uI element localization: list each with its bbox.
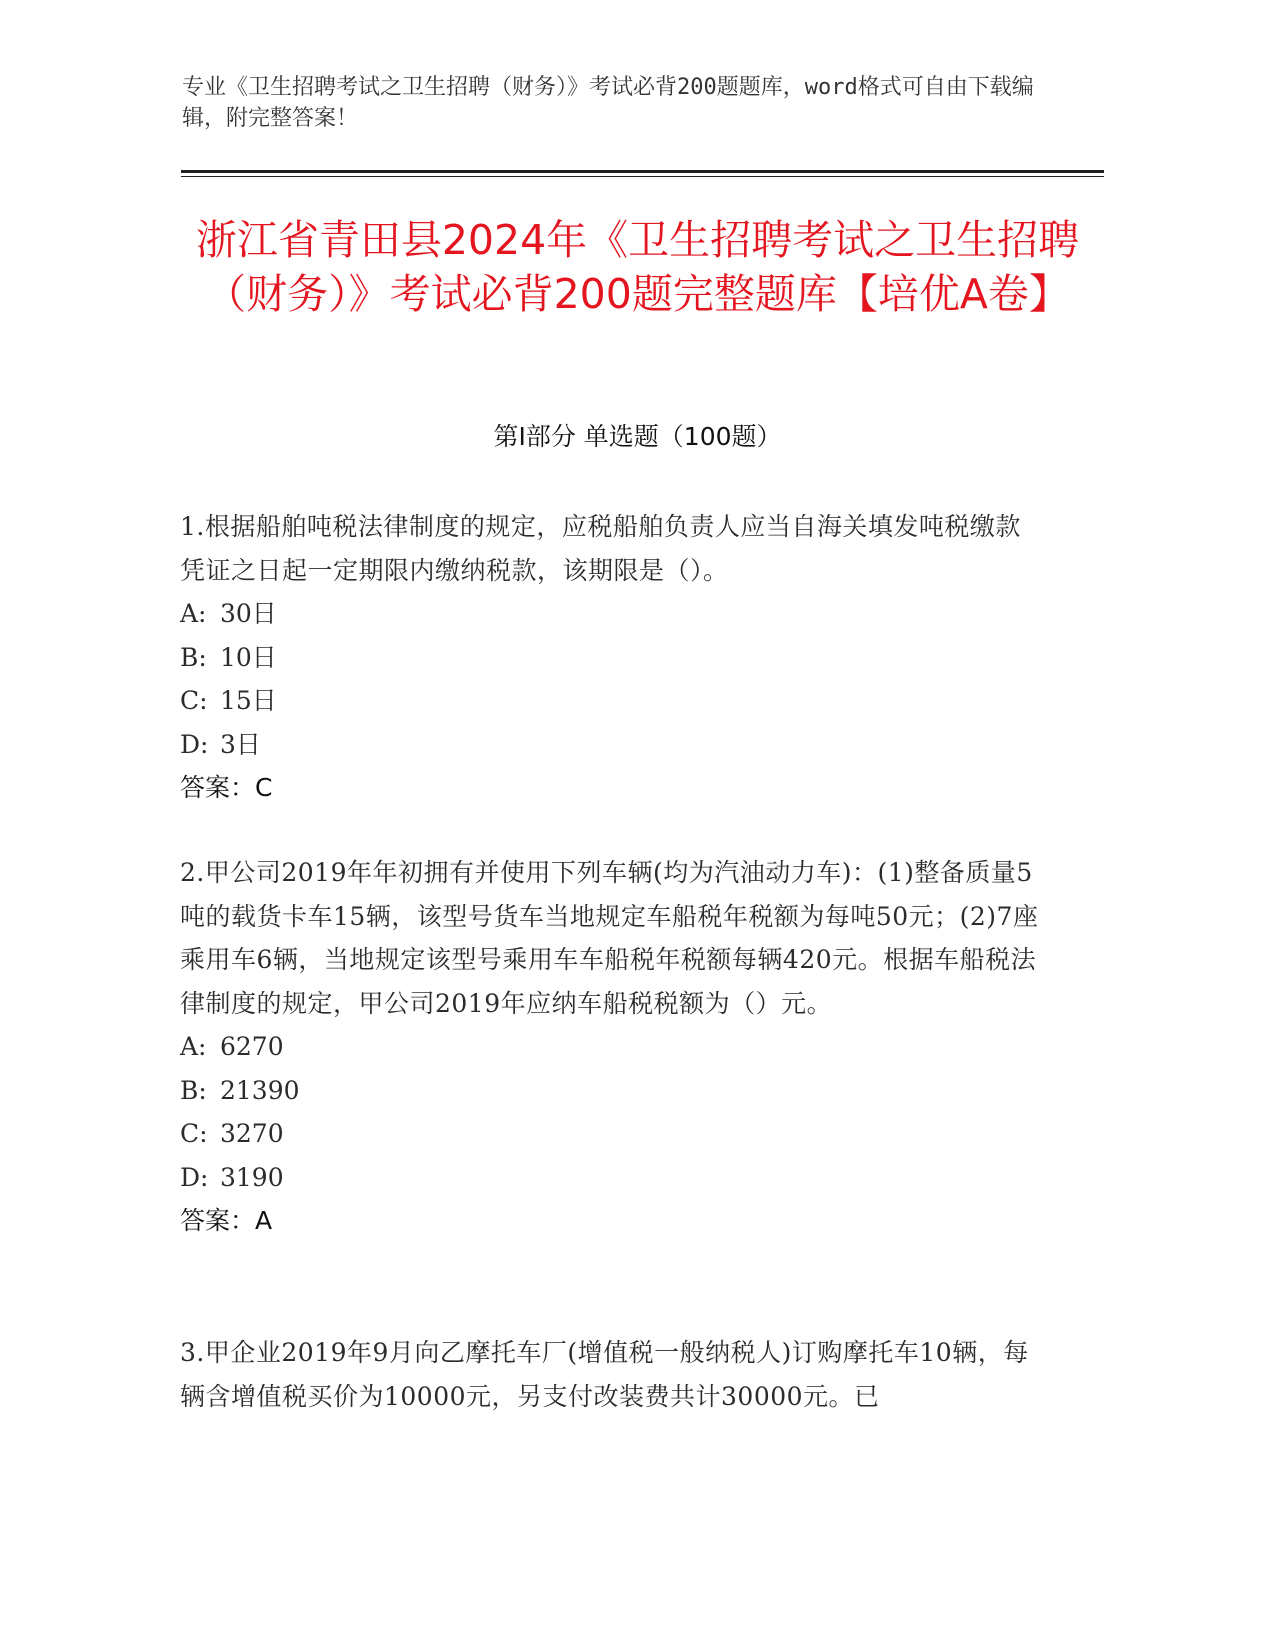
question-stem: 2.甲公司2019年年初拥有并使用下列车辆(均为汽油动力车)：(1)整备质量5吨的载货卡车15辆，该型号货车当地规定车船税年税额为每吨50元；(2)7座乘用车6辆，当地规定该型号乘用车车船税年税额每辆420元。根据车船税法律制度的规定，甲公司2019年应纳车船税税额为（）元。 xyxy=(180,858,1039,1018)
option-label: B: xyxy=(180,642,207,672)
option-text: 21390 xyxy=(220,1075,300,1105)
question-stem: 1.根据船舶吨税法律制度的规定，应税船舶负责人应当自海关填发吨税缴款凭证之日起一定期限内缴纳税款，该期限是（）。 xyxy=(180,512,1021,585)
option-label: C: xyxy=(180,686,208,715)
question-1 xyxy=(180,505,1040,810)
option-b xyxy=(180,1069,1040,1113)
section-heading: 第I部分 单选题（100题） xyxy=(493,422,782,451)
option-label: C: xyxy=(180,1119,208,1148)
option-d xyxy=(180,723,1040,767)
answer-line: 答案：C xyxy=(180,773,273,802)
option-c xyxy=(180,679,1040,723)
question-2 xyxy=(180,851,1040,1243)
option-label: A: xyxy=(180,1032,207,1061)
option-text: 3270 xyxy=(220,1119,284,1148)
option-label: D: xyxy=(180,1162,209,1192)
answer-line: 答案：A xyxy=(180,1206,273,1235)
question-stem: 3.甲企业2019年9月向乙摩托车厂(增值税一般纳税人)订购摩托车10辆，每辆含增值税买价为10000元，另支付改装费共计30000元。已 xyxy=(180,1338,1029,1411)
option-label: A: xyxy=(180,599,207,628)
option-a xyxy=(180,592,1040,636)
option-a xyxy=(180,1025,1040,1069)
option-label: B: xyxy=(180,1075,207,1105)
option-text: 10日 xyxy=(220,642,277,672)
option-d xyxy=(180,1156,1040,1200)
option-text: 3190 xyxy=(220,1162,284,1192)
question-3 xyxy=(180,1331,1040,1418)
header-rule-thin xyxy=(181,176,1104,177)
option-text: 30日 xyxy=(220,599,277,628)
option-text: 15日 xyxy=(220,686,277,715)
option-text: 6270 xyxy=(220,1032,284,1061)
header-note: 专业《卫生招聘考试之卫生招聘（财务）》考试必背200题题库，word格式可自由下载编辑，附完整答案！ xyxy=(182,75,1034,131)
option-label: D: xyxy=(180,729,209,759)
option-text: 3日 xyxy=(220,729,261,759)
option-b xyxy=(180,636,1040,680)
document-title: 浙江省青田县2024年《卫生招聘考试之卫生招聘（财务）》考试必背200题完整题库【培优A卷】 xyxy=(195,216,1080,318)
option-c xyxy=(180,1112,1040,1156)
header-rule-thick xyxy=(181,170,1104,173)
